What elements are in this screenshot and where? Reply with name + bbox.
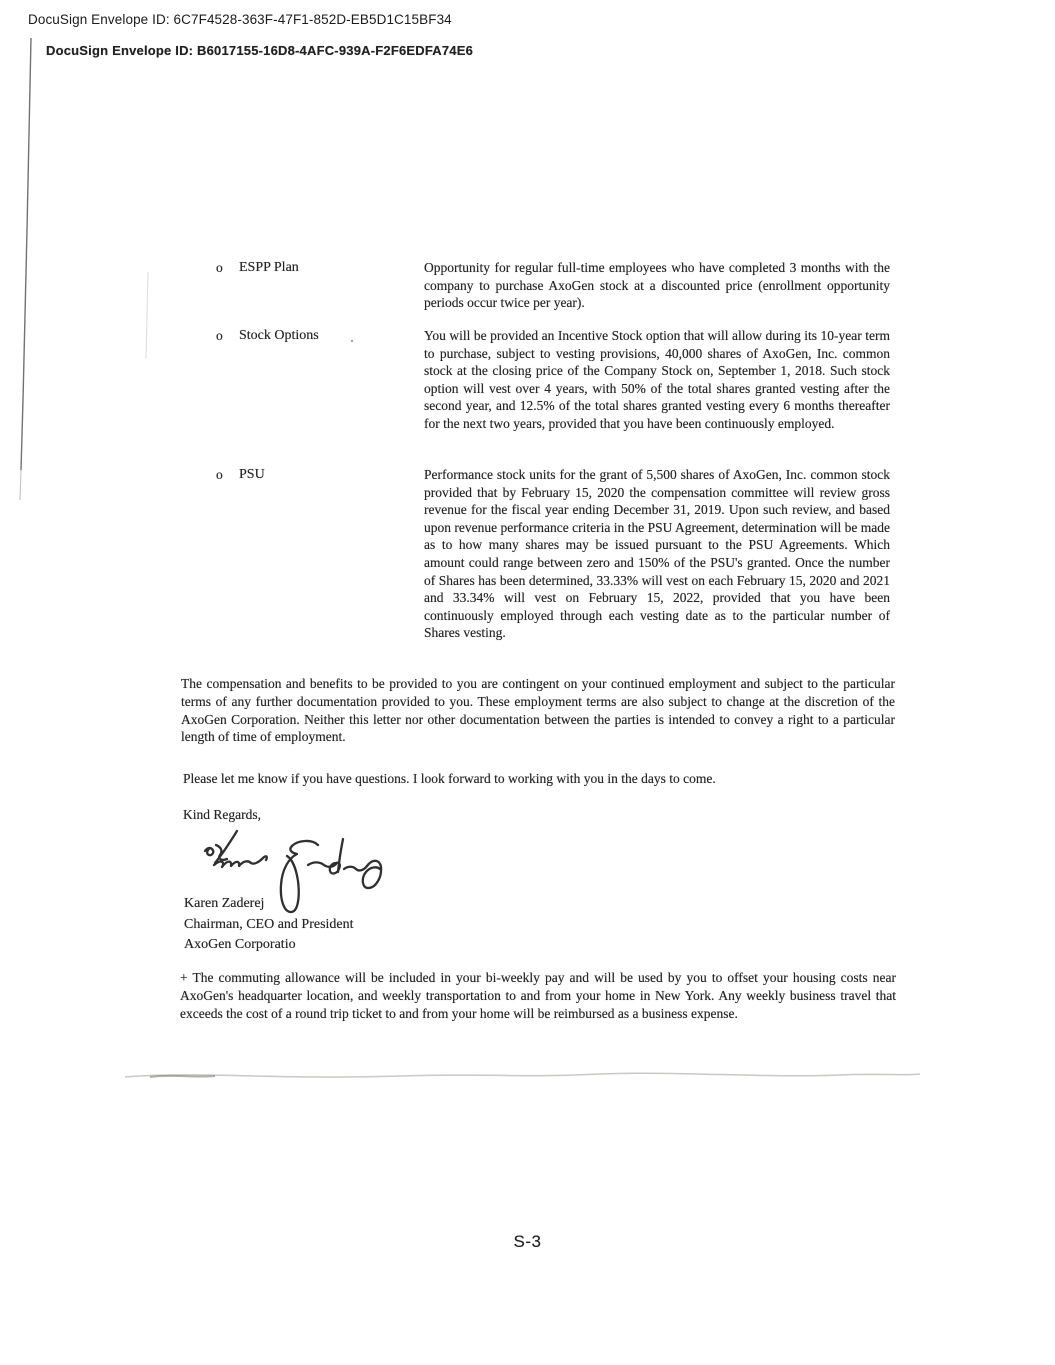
- page-number: S-3: [513, 1232, 542, 1251]
- bullet-marker: o: [216, 260, 223, 275]
- docusign-envelope-id-outer: DocuSign Envelope ID: 6C7F4528-363F-47F1-852D-EB5D1C15BF34: [28, 12, 452, 27]
- contingency-paragraph: The compensation and benefits to be provided to you are contingent on your continued employment and subject to the particular terms of any further documentation provided to you. These employment terms are also subject to change at the discretion of the AxoGen Corporation. Neither this letter nor other documentation between the parties is intended to convey a right to a particular length of time of employment.: [181, 676, 895, 745]
- bullet-marker: o: [216, 467, 223, 482]
- closing-paragraph: Please let me know if you have questions. I look forward to working with you in the days to come.: [183, 771, 716, 786]
- valediction: Kind Regards,: [183, 807, 261, 822]
- benefit-label-stock-options: Stock Options: [239, 328, 319, 343]
- signer-title: Chairman, CEO and President: [184, 917, 354, 932]
- signer-printed-name: Karen Zaderej: [184, 896, 265, 911]
- benefit-label-espp-plan: ESPP Plan: [239, 260, 299, 275]
- benefit-description-espp-plan: Opportunity for regular full-time employees who have completed 3 months with the company to purchase AxoGen stock at a discounted price (enrollment opportunity periods occur twice per year).: [424, 260, 890, 311]
- docusign-envelope-id-inner: DocuSign Envelope ID: B6017155-16D8-4AFC-939A-F2F6EDFA74E6: [46, 43, 474, 58]
- benefit-description-stock-options: You will be provided an Incentive Stock option that will allow during its 10-year term to purchase, subject to vesting provisions, 40,000 shares of AxoGen, Inc. common stock at the closing price of the Company Stock on, September 1, 2018. Such stock option will vest over 4 years, with 50% of the total shares granted vesting after the second year, and 12.5% of the total shares granted vesting every 6 months thereafter for the next two years, provided that you have been continuously employed.: [424, 328, 890, 431]
- benefit-description-psu: Performance stock units for the grant of 5,500 shares of AxoGen, Inc. common stock provided that by February 15, 2020 the compensation committee will review gross revenue for the fiscal year ending December 31, 2019. Upon such review, and based upon revenue performance criteria in the PSU Agreement, determination will be made as to how many shares may be issued pursuant to the PSU Agreements. Which amount could range between zero and 150% of the PSU's granted. Once the number of Shares has been determined, 33.33% will vest on each February 15, 2020 and 2021 and 33.34% will vest on February 15, 2022, provided that you have been continuously employed through each vesting date as to the particular number of Shares vesting.: [424, 467, 890, 641]
- footnote-marker: +: [180, 970, 193, 985]
- signer-company: AxoGen Corporatio: [184, 937, 296, 952]
- benefit-label-psu: PSU: [239, 467, 265, 482]
- commuting-allowance-footnote: [180, 969, 896, 1023]
- footnote-text: The commuting allowance will be included in your bi-weekly pay and will be used by you to offset your housing costs near AxoGen's headquarter location, and weekly transportation to and from your home in New York. Any weekly business travel that exceeds the cost of a round trip ticket to and from your home will be reimbursed as a business expense.: [180, 970, 896, 1021]
- bullet-marker: o: [216, 328, 223, 343]
